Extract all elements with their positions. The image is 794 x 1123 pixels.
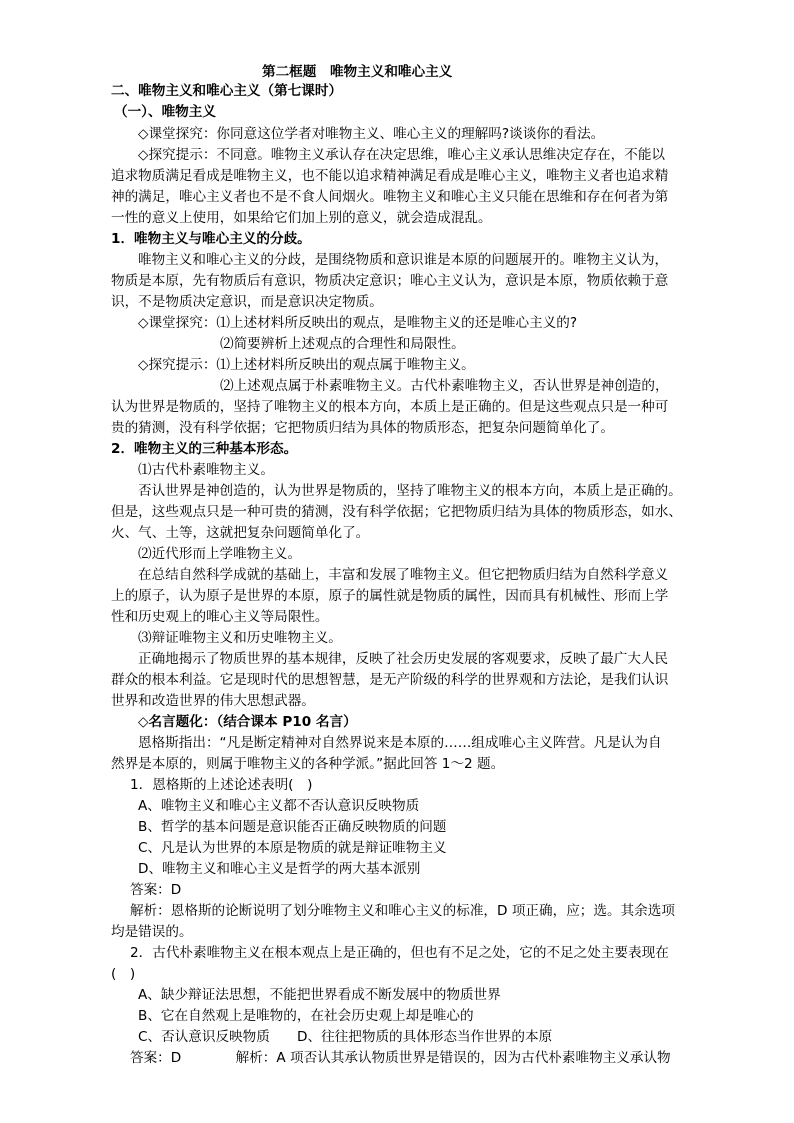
text-line: 但是，这些观点只是一种可贵的猜测，没有科学依据；它把物质归结为具体的物质形态，如水、 [111,504,682,520]
quote-heading: ◇名言题化：（结合课本 P10 名言） [138,714,357,730]
answer-1: 答案：D [130,882,182,898]
text-line: 否认世界是神创造的，认为世界是物质的，坚持了唯物主义的根本方向，本质上是正确的。 [138,483,682,499]
option-b: B、哲学的基本问题是意识能否正确反映物质的问题 [138,819,447,835]
analysis-1: 解析：恩格斯的论断说明了划分唯物主义和唯心主义的标准，D 项正确，应；选。其余选项 [130,903,675,919]
text-line: 世界和改造世界的伟大思想武器。 [111,693,315,709]
text-line: 物质是本原，先有物质后有意识，物质决定意识；唯心主义认为，意识是本原，物质依赖于意 [111,273,669,289]
question-2: 2．古代朴素唯物主义在根本观点上是正确的，但也有不足之处，它的不足之处主要表现在 [130,945,669,961]
question-1: 1．恩格斯的上述论述表明( ) [130,777,313,793]
answer-2: 答案：D 解析：A 项否认其承认物质世界是错误的，因为古代朴素唯物主义承认物 [130,1050,671,1066]
text-line: ⑶辩证唯物主义和历史唯物主义。 [138,630,342,646]
heading-1: 1．唯物主义与唯心主义的分歧。 [111,231,311,247]
text-line: ⑴古代朴素唯物主义。 [138,462,274,478]
text-line: 群众的根本利益。它是现时代的思想智慧，是无产阶级的科学的世界观和方法论，是我们认识 [111,672,669,688]
text-line: 追求物质满足看成是唯物主义，也不能以追求精神满足看成是唯心主义，唯物主义者也追求精 [111,168,669,184]
text-line: 在总结自然科学成就的基础上，丰富和发展了唯物主义。但它把物质归结为自然科学意义 [138,567,669,583]
page-title: 第二框题 唯物主义和唯心主义 [262,64,453,80]
text-line: 一性的意义上使用，如果给它们加上别的意义，就会造成混乱。 [111,210,492,226]
option-d: D、唯物主义和唯心主义是哲学的两大基本派别 [138,861,421,877]
section-heading: 二、唯物主义和唯心主义（第七课时） [111,83,343,99]
text-line: ◇探究提示：⑴上述材料所反映出的观点属于唯物主义。 [138,357,475,373]
text-line: ⑵简要辨析上述观点的合理性和局限性。 [220,336,465,352]
text-line: ◇课堂探究：你同意这位学者对唯物主义、唯心主义的理解吗?谈谈你的看法。 [138,126,605,142]
option-c-d: C、否认意识反映物质 D、往往把物质的具体形态当作世界的本原 [138,1029,553,1045]
text-line: 识，不是物质决定意识，而是意识决定物质。 [111,294,383,310]
option-a: A、缺少辩证法思想，不能把世界看成不断发展中的物质世界 [138,987,501,1003]
text-line: 然界是本原的，则属于唯物主义的各种学派。”据此回答 1～2 题。 [111,756,505,772]
text-line: 贵的猜测，没有科学依据；它把物质归结为具体的物质形态，把复杂问题简单化了。 [111,420,614,436]
text-line: 神的满足，唯心主义者也不是不食人间烟火。唯物主义和唯心主义只能在思维和存在何者为第 [111,189,669,205]
text-line: ◇探究提示：不同意。唯物主义承认存在决定思维，唯心主义承认思维决定存在，不能以 [138,147,666,163]
text-line: 上的原子，认为原子是世界的本原，原子的属性就是物质的属性，因而具有机械性、形而上学 [111,588,669,604]
text-line: ⑵上述观点属于朴素唯物主义。古代朴素唯物主义，否认世界是神创造的， [220,378,669,394]
text-line: 恩格斯指出：“凡是断定精神对自然界说来是本原的……组成唯心主义阵营。凡是认为自 [138,735,662,751]
text-line: ◇课堂探究：⑴上述材料所反映出的观点，是唯物主义的还是唯心主义的? [138,315,578,331]
option-a: A、唯物主义和唯心主义都不否认意识反映物质 [138,798,420,814]
text-line: 正确地揭示了物质世界的基本规律，反映了社会历史发展的客观要求，反映了最广大人民 [138,651,669,667]
text-line: 认为世界是物质的，坚持了唯物主义的根本方向，本质上是正确的。但是这些观点只是一种可 [111,399,669,415]
text-line: 性和历史观上的唯心主义等局限性。 [111,609,329,625]
heading-2: 2．唯物主义的三种基本形态。 [111,441,298,457]
text-line: 火、气、土等，这就把复杂问题简单化了。 [111,525,370,541]
text-line: ⑵近代形而上学唯物主义。 [138,546,302,562]
text-line: 均是错误的。 [111,924,193,940]
subsection-heading: （一）、唯物主义 [114,104,216,120]
option-c: C、凡是认为世界的本原是物质的就是辩证唯物主义 [138,840,447,856]
question-2-bracket: ( ) [111,966,136,982]
option-b: B、它在自然观上是唯物的，在社会历史观上却是唯心的 [138,1008,474,1024]
text-line: 唯物主义和唯心主义的分歧，是围绕物质和意识谁是本原的问题展开的。唯物主义认为， [138,252,669,268]
